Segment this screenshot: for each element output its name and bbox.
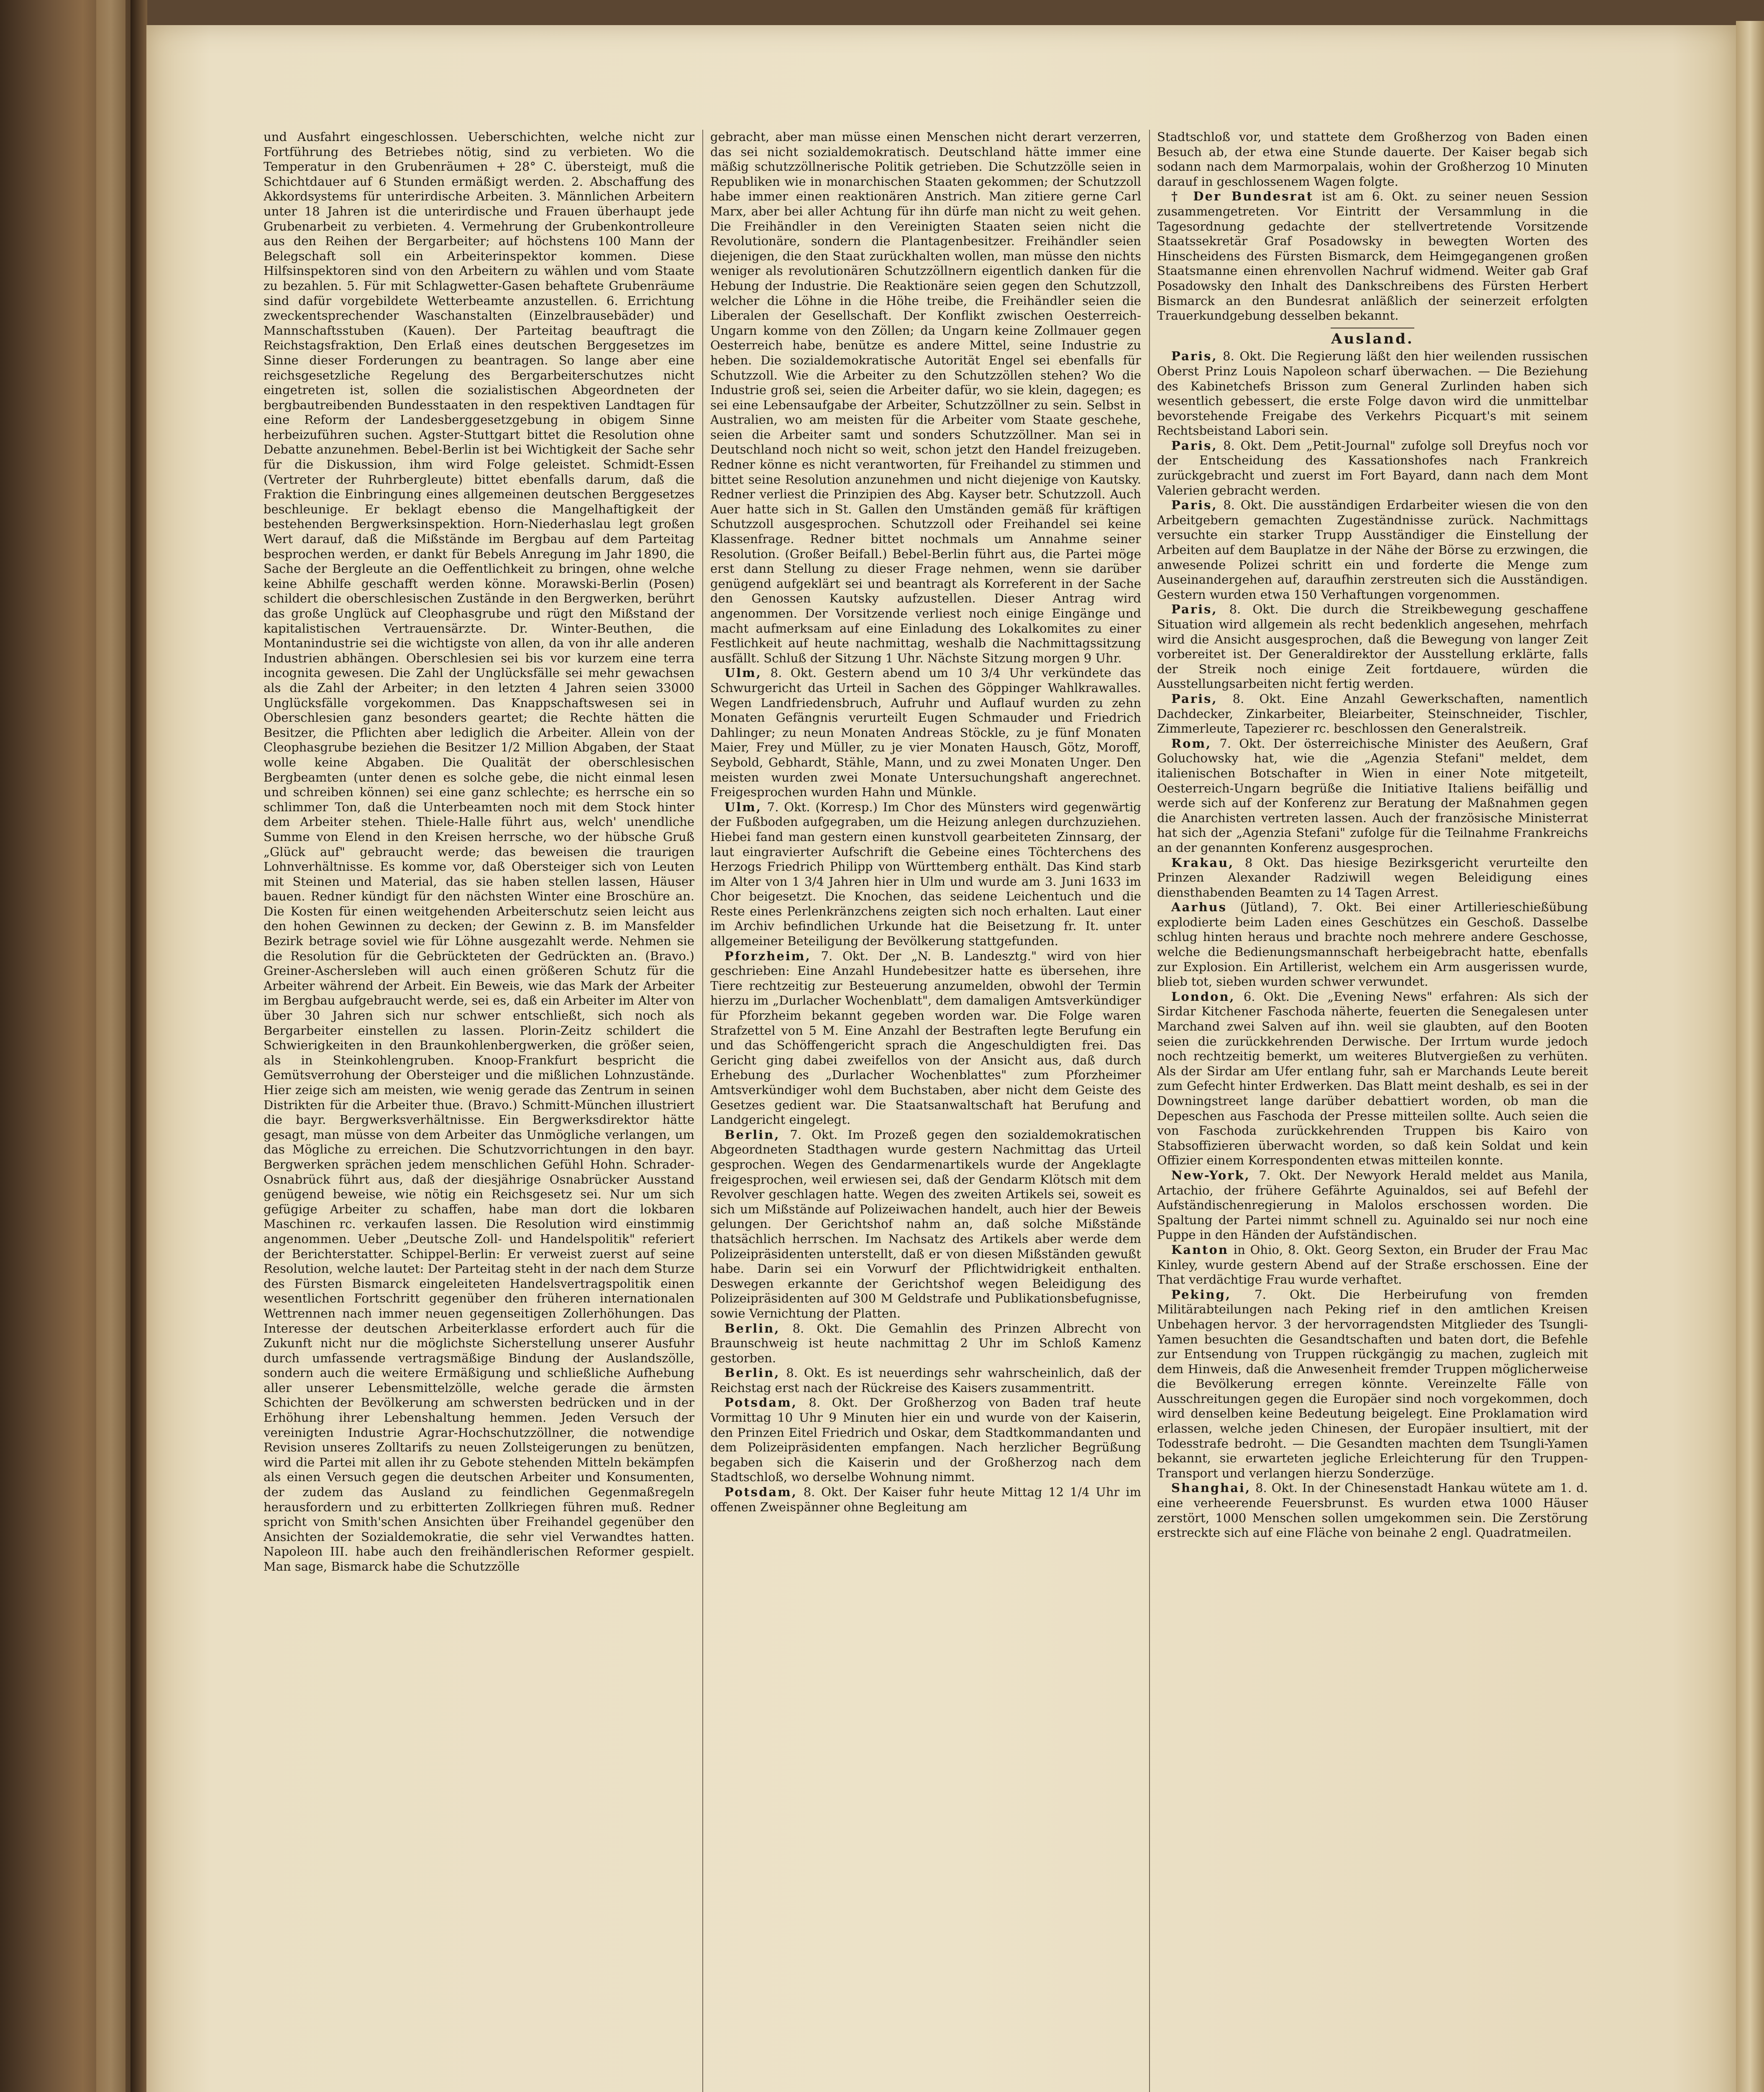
dateline: Berlin, bbox=[725, 1321, 780, 1336]
news-text: 7. Okt. Der Newyork Herald meldet aus Manila, Artachio, der frühere Gefährte Aguinaldos, sei auf Befehl der Aufständischenregierung in Malolos erschossen worden. Die Spaltung der Partei nimmt schnell zu. Aguinaldo sei nur noch eine Puppe in den Händen der Aufständischen. bbox=[1157, 1168, 1588, 1242]
dateline: Aarhus bbox=[1171, 900, 1227, 915]
news-item bbox=[710, 1485, 1141, 1515]
news-item bbox=[1157, 900, 1588, 990]
article-text: Stadtschloß vor, und stattete dem Großherzog von Baden einen Besuch ab, der etwa eine Stunde dauerte. Der Kaiser begab sich sodann nach dem Marmorpalais, wohin der Großherzog 10 Minuten darauf in geschlossenem Wagen folgte. bbox=[1157, 130, 1588, 189]
news-text: 8. Okt. Es ist neuerdings sehr wahrscheinlich, daß der Reichstag erst nach der Rückreise des Kaisers zusammentritt. bbox=[710, 1366, 1141, 1395]
news-text: 8 Okt. Das hiesige Bezirksgericht verurteilte den Prinzen Alexander Radziwill wegen Beleidigung eines diensthabenden Beamten zu 14 Tagen Arrest. bbox=[1157, 855, 1588, 900]
news-item bbox=[1157, 189, 1588, 323]
news-item bbox=[1157, 1243, 1588, 1287]
article-text: und Ausfahrt eingeschlossen. Ueberschichten, welche nicht zur Fortführung des Betriebes nötig, sind zu verbieten. Wo die Temperatur in den Grubenräumen + 28° C. übersteigt, muß die Schichtdauer auf 6 Stunden ermäßigt werden. 2. Abschaffung des Akkordsystems für unterirdische Arbeiten. 3. Männlichen Arbeitern unter 18 Jahren ist die unterirdische und Frauen überhaupt jede Grubenarbeit zu verbieten. 4. Vermehrung der Grubenkontrolleure aus den Reihen der Bergarbeiter; auf höchstens 100 Mann der Belegschaft soll ein Arbeiterinspektor kommen. Diese Hilfsinspektoren sind von den Arbeitern zu wählen und vom Staate zu bezahlen. 5. Für mit Schlagwetter-Gasen behaftete Grubenräume sind dafür vorgebildete Wetterbeamte anzustellen. 6. Errichtung zweckentsprechender Waschanstalten (Einzelbrausebäder) und Mannschaftsstuben (Kauen). Der Parteitag beauftragt die Reichstagsfraktion, Den Erlaß eines deutschen Berggesetzes im Sinne dieser Forderungen zu beantragen. So lange aber eine reichsgesetzliche Regelung des Bergarbeiterschutzes nicht eingetreten ist, sollen die sozialistischen Abgeordneten der bergbautreibenden Bundesstaaten in den respektiven Landtagen für eine Reform der Landesberggesetzgebung in obigem Sinne herbeizuführen suchen. Agster-Stuttgart bittet die Resolution ohne Debatte anzunehmen. Bebel-Berlin ist bei Wichtigkeit der Sache sehr für die Diskussion, ihm wird Folge geleistet. Schmidt-Essen (Vertreter der Ruhrbergleute) bittet ebenfalls darum, daß die Fraktion die Einbringung eines allgemeinen deutschen Berggesetzes beschleunige. Er beklagt ebenso die Mangelhaftigkeit der bestehenden Bergwerksinspektion. Horn-Niederhaslau legt großen Wert darauf, daß die Mißstände im Bergbau auf dem Parteitag besprochen werden, er dankt für Bebels Anregung im Jahr 1890, die Sache der Bergleute an die Oeffentlichkeit zu bringen, ohne welche keine Abhilfe geschafft werden könne. Morawski-Berlin (Posen) schildert die oberschlesischen Zustände in den Bergwerken, berührt das große Unglück auf Cleophasgrube und rügt den Mißstand der kapitalistischen Vertrauensärzte. Dr. Winter-Beuthen, die Montanindustrie sei die wichtigste von allen, da von ihr alle anderen Industrien abhängen. Oberschlesien sei bis vor kurzem eine terra incognita gewesen. Die Zahl der Unglücksfälle sei mehr gewachsen als die Zahl der Arbeiter; in den letzten 4 Jahren seien 33000 Unglücksfälle vorgekommen. Das Knappschaftswesen sei in Oberschlesien ganz besonders geartet; die Rechte hätten die Besitzer, die Pflichten aber lediglich die Arbeiter. Allein von der Cleophasgrube beziehen die Besitzer 1/2 Million Abgaben, der Staat wolle keine Abgaben. Die Qualität der oberschlesischen Bergbeamten (unter denen es solche gebe, die nicht einmal lesen und schreiben können) sei eine ganz schlechte; es herrsche ein so schlimmer Ton, daß die Unterbeamten noch mit dem Stock hinter dem Arbeiter stehen. Thiele-Halle führt aus, welch' unendliche Summe von Elend in den Kreisen herrsche, wo der hübsche Gruß „Glück auf" gebraucht werde; das beweisen die traurigen Lohnverhältnisse. Es komme vor, daß Obersteiger sich von Leuten mit Steinen und Material, das sie haben stellen lassen, Häuser bauen. Redner kündigt für den nächsten Winter eine Broschüre an. Die Kosten für einen weitgehenden Arbeiterschutz seien leicht aus den hohen Gewinnen zu decken; der Gewinn z. B. im Mansfelder Bezirk betrage soviel wie für Löhne ausgezahlt werde. Nehmen sie die Resolution für die Gebrückteten der Gedrückten an. (Bravo.) Greiner-Aschersleben will auch einen größeren Schutz für die Arbeiter während der Arbeit. Ein Beweis, wie das Mark der Arbeiter im Bergbau aufgebraucht werde, sei es, daß ein Arbeiter im Alter von über 30 Jahren sich nur schwer entschließt, sich noch als Bergarbeiter einstellen zu lassen. Plorin-Zeitz schildert die Schwierigkeiten in den Braunkohlenbergwerken, die größer seien, als in Steinkohlengruben. Knoop-Frankfurt bespricht die Gemütsverrohung der Obersteiger und die mißlichen Lohnzustände. Hier zeige sich am meisten, wie wenig gerade das Zentrum in seinen Distrikten für die Arbeiter thue. (Bravo.) Schmitt-München illustriert die bayr. Bergwerksverhältnisse. Ein Bergwerksdirektor hätte gesagt, man müsse von dem Arbeiter das Unmögliche verlangen, um das Mögliche zu erreichen. Die Schutzvorrichtungen in den bayr. Bergwerken sprächen jedem menschlichen Gefühl Hohn. Schrader-Osnabrück führt aus, daß der diesjährige Osnabrücker Ausstand genügend beweise, wie nötig ein Reichsgesetz sei. Nur um sich gefügige Arbeiter zu schaffen, habe man dort die lokbaren Maschinen rc. verkaufen lassen. Die Resolution wird einstimmig angenommen. Ueber „Deutsche Zoll- und Handelspolitik" referiert der Berichterstatter. Schippel-Berlin: Er verweist zuerst auf seine Resolution, welche lautet: Der Parteitag steht in der nach dem Sturze des Fürsten Bismarck eingeleiteten Handelsvertragspolitik einen wesentlichen Fortschritt gegenüber den früheren internationalen Wettrennen nach immer neuen gegenseitigen Zollerhöhungen. Das Interesse der deutschen Arbeiterklasse erfordert auch für die Zukunft nicht nur die möglichste Sicherstellung unserer Ausfuhr durch umfassende vertragsmäßige Bindung der Auslandszölle, sondern auch die weitere Ermäßigung und schließliche Aufhebung aller unserer Lebensmittelzölle, welche gerade die ärmsten Schichten der Bevölkerung am schwersten bedrücken und in der Erhöhung ihrer Lebenshaltung hemmen. Jeden Versuch der vereinigten Industrie Agrar-Hochschutzzöllner, die notwendige Revision unseres Zolltarifs zu neuen Zollsteigerungen zu benützen, wird die Partei mit allen ihr zu Gebote stehenden Mitteln bekämpfen als einen Versuch gegen die deutschen Arbeiter und Konsumenten, der zudem das Ausland zu feindlichen Gegenmaßregeln herausfordern und zu erbitterten Zollkriegen führen muß. Redner spricht von Smith'schen Ansichten über Freihandel gegenüber den Ansichten der Sozialdemokratie, die sehr viel Verwandtes hatten. Napoleon III. habe auch den freihändlerischen Reformer gespielt. Man sage, Bismarck habe die Schutzzölle bbox=[264, 130, 694, 1574]
dateline: New-York, bbox=[1171, 1168, 1250, 1182]
book-spine bbox=[0, 0, 138, 2092]
news-item bbox=[1157, 736, 1588, 856]
news-item bbox=[1157, 1168, 1588, 1243]
dateline: Berlin, bbox=[725, 1366, 780, 1380]
article-text: gebracht, aber man müsse einen Menschen nicht derart verzerren, das sei nicht sozialdemokratisch. Deutschland hätte immer eine mäßig schutzzöllnerische Politik getrieben. Die Schutzzölle seien in Republiken wie in monarchischen Staaten gekommen; der Schutzzoll habe immer einen reaktionären Anstrich. Man zitiere gerne Carl Marx, aber bei aller Achtung für ihn dürfe man nicht zu weit gehen. Die Freihändler in den Vereinigten Staaten seien nicht die Revolutionäre, sondern die Plantagenbesitzer. Freihändler seien diejenigen, die den Staat zurückhalten wollen, man müsse den nichts weniger als revolutionären Schutzzöllnern eigentlich danken für die Hebung der Industrie. Die Reaktionäre seien gegen den Schutzzoll, welcher die Löhne in die Höhe treibe, die Freihändler seien die Liberalen der Gesellschaft. Der Konflikt zwischen Oesterreich-Ungarn komme von den Zöllen; da Ungarn keine Zollmauer gegen Oesterreich habe, benütze es andere Mittel, seine Industrie zu heben. Die sozialdemokratische Autorität Engel sei ebenfalls für Schutzzoll. Wie die Arbeiter zu den Schutzzöllen stehen? Wo die Industrie groß sei, seien die Arbeiter dafür, wo sie klein, dagegen; es sei eine Lebensaufgabe der Arbeiter, Schutzzöllner zu sein. Selbst in Australien, wo am meisten für die Arbeiter vom Staate geschehe, seien die Arbeiter samt und sonders Schutzzöllner. Man sei in Deutschland noch nicht so weit, schon jetzt den Handel freizugeben. Redner könne es nicht verantworten, für Freihandel zu stimmen und bittet seine Resolution anzunehmen und nicht diejenige von Kautsky. Redner verliest die Prinzipien des Abg. Kayser betr. Schutzzoll. Auch Auer hatte sich in St. Gallen den Umständen gemäß für kräftigen Schutzzoll ausgesprochen. Schutzzoll oder Freihandel sei keine Klassenfrage. Redner bittet nochmals um Annahme seiner Resolution. (Großer Beifall.) Bebel-Berlin führt aus, die Partei möge erst dann Stellung zu dieser Frage nehmen, wenn sie darüber genügend aufgeklärt sei und beantragt als Korreferent in der Sache den Genossen Kautsky aufzustellen. Dieser Antrag wird angenommen. Der Vorsitzende verliest noch einige Eingänge und macht aufmerksam auf eine Einladung des Lokalkomites zu einer Festlichkeit auf heute nachmittag, weshalb die Nachmittagssitzung ausfällt. Schluß der Sitzung 1 Uhr. Nächste Sitzung morgen 9 Uhr. bbox=[710, 130, 1141, 665]
news-item bbox=[710, 1395, 1141, 1485]
news-item bbox=[1157, 692, 1588, 736]
news-text: ist am 6. Okt. zu seiner neuen Session zusammengetreten. Vor Eintritt der Versammlung in die Tagesordnung gedachte der stellvertretende Vorsitzende Staatssekretär Graf Posadowsky in bewegten Worten des Hinscheidens des Fürsten Bismarck, dem Heimgegangenen großen Staatsmanne einen ehrenvollen Nachruf widmend. Weiter gab Graf Posadowsky den Inhalt des Dankschreibens des Fürsten Herbert Bismarck an den Bundesrat anläßlich der seinerzeit erfolgten Trauerkundgebung desselben bekannt. bbox=[1157, 189, 1588, 323]
news-text: (Jütland), 7. Okt. Bei einer Artillerieschießübung explodierte beim Laden eines Geschützes ein Geschoß. Dasselbe schlug hinten heraus und brachte noch mehrere andere Geschosse, welche die Bedienungsmannschaft herbeigebracht hatte, ebenfalls zur Explosion. Ein Artillerist, welchem ein Arm ausgerissen wurde, blieb tot, sieben wurden schwer verwundet. bbox=[1157, 900, 1588, 989]
news-text: 7. Okt. Der „N. B. Landesztg." wird von hier geschrieben: Eine Anzahl Hundebesitzer hatte es übersehen, ihre Tiere rechtzeitig zur Besteuerung anzumelden, obwohl der Termin hierzu im „Durlacher Wochenblatt", dem damaligen Amtsverkündiger für Pforzheim bekannt gegeben worden war. Die Folge waren Strafzettel von 5 M. Eine Anzahl der Bestraften legte Berufung ein und das Schöffengericht sprach die Angeschuldigten frei. Das Gericht ging dabei zweifellos von der Ansicht aus, daß durch Erhebung des „Durlacher Wochenblattes" zum Pforzheimer Amtsverkündiger wohl dem Buchstaben, aber nicht dem Geiste des Gesetzes gedient war. Die Staatsanwaltschaft hat Berufung and Landgericht eingelegt. bbox=[710, 949, 1141, 1127]
news-text: 8. Okt. Dem „Petit-Journal" zufolge soll Dreyfus noch vor der Entscheidung des Kassationshofes nach Frankreich zurückgebracht und zuerst im Fort Bayard, dann nach dem Mont Valerien gebracht werden. bbox=[1157, 438, 1588, 497]
news-text: 8. Okt. Die Regierung läßt den hier weilenden russischen Oberst Prinz Louis Napoleon scharf überwachen. — Die Beziehung des Kabinetchefs Brisson zum General Zurlinden haben sich wesentlich gebessert, die erste Folge davon wird die unmittelbar bevorstehende Freigabe des Verkehrs Picquart's mit seinem Rechtsbeistand Labori sein. bbox=[1157, 349, 1588, 438]
dateline: Potsdam, bbox=[725, 1395, 797, 1410]
news-text: 7. Okt. (Korresp.) Im Chor des Münsters wird gegenwärtig der Fußboden aufgegraben, um die Heizung anlegen durchzuziehen. Hiebei fand man gestern einen kunstvoll gearbeiteten Zinnsarg, der laut eingravierter Aufschrift die Gebeine eines Töchterchens des Herzogs Friedrich Philipp von Württemberg enthält. Das Kind starb im Alter von 1 3/4 Jahren hier in Ulm und wurde am 3. Juni 1633 im Chor beigesetzt. Die Knochen, das seidene Leichentuch und die Reste eines Perlenkränzchens zeigten sich noch erhalten. Laut einer im Archiv befindlichen Urkunde hat die Beisetzung fr. It. unter allgemeiner Beteiligung der Bevölkerung stattgefunden. bbox=[710, 800, 1141, 949]
dateline: Kanton bbox=[1171, 1242, 1229, 1257]
news-item bbox=[710, 1128, 1141, 1321]
news-item bbox=[710, 1366, 1141, 1395]
news-item bbox=[710, 949, 1141, 1128]
dateline: Paris, bbox=[1171, 602, 1218, 617]
dateline: Peking, bbox=[1171, 1287, 1231, 1302]
news-item bbox=[1157, 1287, 1588, 1481]
news-item bbox=[710, 666, 1141, 800]
news-text: 6. Okt. Die „Evening News" erfahren: Als sich der Sirdar Kitchener Faschoda näherte, feuerten die Senegalesen unter Marchand zwei Salven auf ihn. weil sie glaubten, auf den Booten seien die zurückkehrenden Derwische. Der Irrtum wurde jedoch noch rechtzeitig bemerkt, um weiteres Blutvergießen zu verhüten. Als der Sirdar am Ufer entlang fuhr, sah er Marchands Leute bereit zum Gefecht hinter Erdwerken. Das Blatt meint deshalb, es sei in der Downingstreet lange darüber debattiert worden, ob man die Depeschen aus Faschoda der Presse mitteilen sollte. Auch seien die von Faschoda zurückkehrenden Truppen bis Kairo von Stabsoffizieren überwacht worden, so daß kein Soldat und kein Offizier einem Korrespondenten etwas mitteilen konnte. bbox=[1157, 989, 1588, 1168]
dateline: Berlin, bbox=[725, 1127, 780, 1142]
news-text: 8. Okt. Eine Anzahl Gewerkschaften, namentlich Dachdecker, Zinkarbeiter, Bleiarbeiter, Steinschneider, Tischler, Zimmerleute, Tapezierer rc. beschlossen den Generalstreik. bbox=[1157, 691, 1588, 736]
spine-band bbox=[96, 0, 125, 2092]
news-item bbox=[710, 1321, 1141, 1366]
news-text: in Ohio, 8. Okt. Georg Sexton, ein Bruder der Frau Mac Kinley, wurde gestern Abend auf der Straße erschossen. Eine der That verdächtige Frau wurde verhaftet. bbox=[1157, 1242, 1588, 1287]
news-text: 8. Okt. Die durch die Streikbewegung geschaffene Situation wird allgemein als recht bedenklich angesehen, mehrfach wird die Ansicht ausgesprochen, daß die Bewegung von langer Zeit vorbereitet ist. Der Generaldirektor der Ausstellung erklärte, falls der Streik noch einige Zeit fortdauere, würden die Ausstellungsarbeiten nicht fertig werden. bbox=[1157, 602, 1588, 691]
news-item bbox=[1157, 990, 1588, 1168]
dateline: Potsdam, bbox=[725, 1485, 797, 1500]
dateline: Paris, bbox=[1171, 691, 1218, 706]
news-item bbox=[1157, 438, 1588, 498]
column-right bbox=[1157, 130, 1588, 2092]
dateline: Paris, bbox=[1171, 438, 1218, 453]
column-rule bbox=[702, 130, 703, 2092]
dateline: Ulm, bbox=[725, 800, 762, 814]
news-text: 8. Okt. Gestern abend um 10 3/4 Uhr verkündete das Schwurgericht das Urteil in Sachen des Göppinger Wahlkrawalles. Wegen Landfriedensbruch, Aufruhr und Auflauf wurden zu zehn Monaten Gefängnis verurteilt Eugen Schmauder und Friedrich Dahlinger; zu neun Monaten Andreas Stöckle, zu je fünf Monaten Maier, Frey und Müller, zu je vier Monaten Hausch, Götz, Moroff, Seybold, Gebhardt, Stähle, Mann, und zu zwei Monaten Unger. Den meisten wurden zwei Monate Untersuchungshaft angerechnet. Freigesprochen wurden Hahn und Münkle. bbox=[710, 666, 1141, 800]
news-text: 8. Okt. Die ausständigen Erdarbeiter wiesen die von den Arbeitgebern gemachten Zugeständnisse zurück. Nachmittags versuchte ein starker Trupp Ausständiger die Einstellung der Arbeiten auf dem Bauplatze in der Nähe der Börse zu erzwingen, die anwesende Polizei schritt ein und forderte die Menge zum Auseinandergehen auf, daraufhin zerstreuten sich die Ausständigen. Gestern wurden etwa 150 Verhaftungen vorgenommen. bbox=[1157, 498, 1588, 602]
news-text: 7. Okt. Der österreichische Minister des Aeußern, Graf Goluchowsky hat, wie die „Agenzia Stefani" meldet, dem italienischen Botschafter in Wien in einer Note mitgeteilt, Oesterreich-Ungarn begrüße die Initiative Italiens beifällig und werde sich auf der Konferenz zur Beratung der Maßnahmen gegen die Anarchisten vertreten lassen. Auch der französische Ministerrat hat sich der „Agenzia Stefani" zufolge für die Teilnahme Frankreichs an der genannten Konferenz ausgesprochen. bbox=[1157, 736, 1588, 855]
dateline: Pforzheim, bbox=[725, 949, 811, 963]
dateline: Rom, bbox=[1171, 736, 1212, 751]
newspaper-page bbox=[146, 25, 1736, 2092]
dateline: Ulm, bbox=[725, 666, 762, 680]
dateline: Paris, bbox=[1171, 349, 1218, 364]
news-item bbox=[1157, 498, 1588, 602]
news-text: 8. Okt. In der Chinesenstadt Hankau wütete am 1. d. eine verheerende Feuersbrunst. Es wurden etwa 1000 Häuser zerstört, 1000 Menschen sollen umgekommen sein. Die Zerstörung erstreckte sich auf eine Fläche von beinahe 2 engl. Quadratmeilen. bbox=[1157, 1481, 1588, 1540]
news-text: 8. Okt. Die Gemahlin des Prinzen Albrecht von Braunschweig ist heute nachmittag 2 Uhr im Schloß Kamenz gestorben. bbox=[710, 1321, 1141, 1365]
news-item bbox=[1157, 1481, 1588, 1540]
dateline: Shanghai, bbox=[1171, 1481, 1251, 1495]
spine-fold bbox=[131, 0, 147, 2092]
news-item bbox=[1157, 602, 1588, 692]
news-text: 7. Okt. Im Prozeß gegen den sozialdemokratischen Abgeordneten Stadthagen wurde gestern Nachmittag das Urteil gesprochen. Wegen des Gendarmenartikels wurde der Angeklagte freigesprochen, weil erwiesen sei, daß der Gendarm Klötsch mit dem Revolver geschlagen hatte. Wegen des zweiten Artikels sei, soweit es sich um Mißstände auf Polizeiwachen handelt, auch hier der Beweis gelungen. Der Gerichtshof nahm an, daß solche Mißstände thatsächlich herrschen. Im Nachsatz des Artikels aber werde dem Polizeipräsidenten unterstellt, daß er von diesen Mißständen gewußt habe. Darin sei ein Vorwurf der Pflichtwidrigkeit enthalten. Deswegen erkannte der Gerichtshof wegen Beleidigung des Polizeipräsidenten auf 300 M Geldstrafe und Publikationsbefugnisse, sowie Vernichtung der Platten. bbox=[710, 1127, 1141, 1320]
news-item bbox=[710, 800, 1141, 949]
dateline: Paris, bbox=[1171, 498, 1218, 513]
news-item bbox=[1157, 856, 1588, 900]
dateline: Krakau, bbox=[1171, 855, 1234, 870]
section-heading: Ausland. bbox=[1331, 330, 1414, 347]
news-text: 8. Okt. Der Kaiser fuhr heute Mittag 12 1/4 Uhr im offenen Zweispänner ohne Begleitung am bbox=[710, 1485, 1141, 1514]
news-text: 7. Okt. Die Herbeirufung von fremden Militärabteilungen nach Peking rief in den amtlichen Kreisen Unbehagen hervor. 3 der hervorragendsten Mitglieder des Tsungli-Yamen besuchten die Gesandtschaften und baten dort, die Befehle zur Entsendung von Truppen rückgängig zu machen, zugleich mit dem Hinweis, daß die Anwesenheit fremder Truppen möglicherweise die Bevölkerung erregen könnte. Vereinzelte Fälle von Ausschreitungen gegen die Europäer sind noch vorgekommen, doch wird denselben keine Bedeutung beigelegt. Eine Proklamation wird erlassen, welche jeden Chinesen, der Europäer insultiert, mit der Todesstrafe bedroht. — Die Gesandten machten dem Tsungli-Yamen bekannt, sie erwarteten jegliche Erleichterung für den Truppen-Transport und verlangen hierzu Sonderzüge. bbox=[1157, 1287, 1588, 1480]
page-edge bbox=[1736, 21, 1764, 2092]
column-left bbox=[264, 130, 694, 2092]
column-rule bbox=[1149, 130, 1150, 2092]
dateline: † Der Bundesrat bbox=[1171, 189, 1314, 204]
dateline: London, bbox=[1171, 989, 1235, 1004]
news-item bbox=[1157, 349, 1588, 438]
column-middle bbox=[710, 130, 1141, 2092]
news-text: 8. Okt. Der Großherzog von Baden traf heute Vormittag 10 Uhr 9 Minuten hier ein und wurde von der Kaiserin, den Prinzen Eitel Friedrich und Oskar, dem Stadtkommandanten und dem Polizeipräsidenten empfangen. Nach herzlicher Begrüßung begaben sich die Kaiserin und der Großherzog nach dem Stadtschloß, wo derselbe Wohnung nimmt. bbox=[710, 1395, 1141, 1484]
